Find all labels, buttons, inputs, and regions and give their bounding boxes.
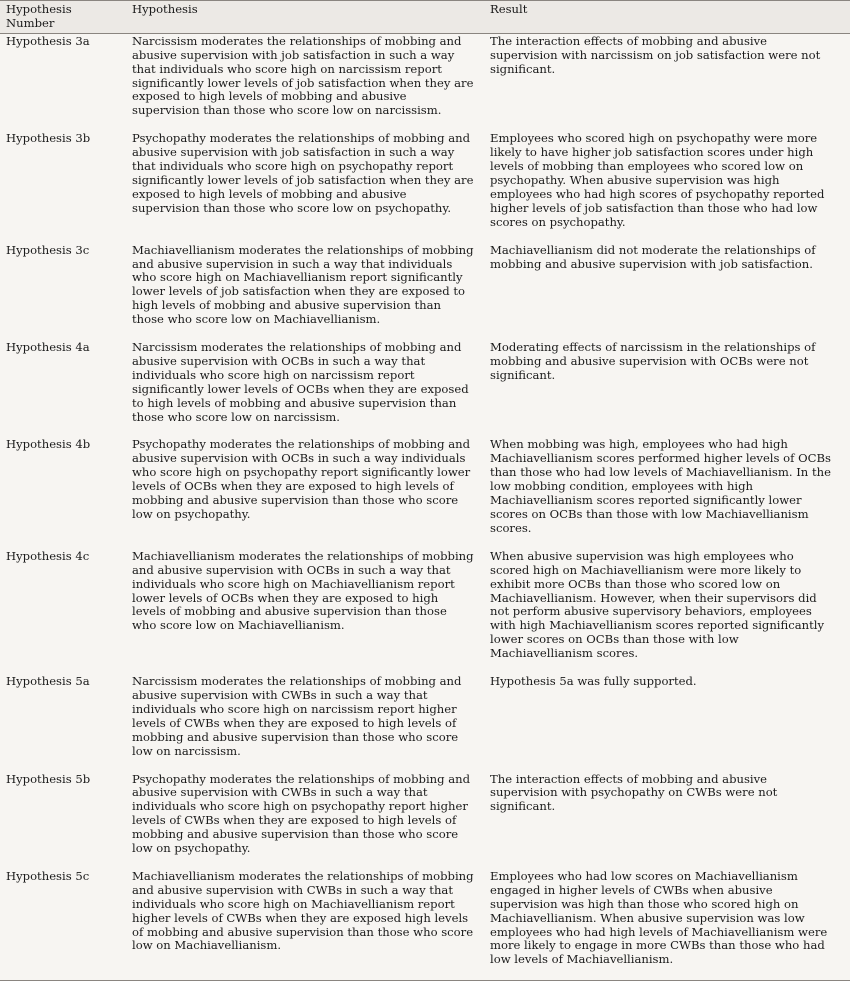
hypothesis-number: Hypothesis 4c <box>6 548 90 563</box>
header-result: Result <box>490 2 528 16</box>
hypothesis-text: Psychopathy moderates the relationships of mobbing and abusive supervision with CWBs in such a way that individuals who score high on psychopathy report higher levels of CWBs when they are exposed to high levels of mobbing and abusive supervision than those who score low on psychopathy. <box>132 771 471 856</box>
hypothesis-text: Narcissism moderates the relationships of mobbing and abusive supervision with CWBs in such a way that individuals who score high on narcissism report higher levels of CWBs when they are exposed to high levels of mobbing and abusive supervision than those who score low on narcissism. <box>132 674 462 758</box>
hypothesis-cell <box>126 549 484 674</box>
result-text: Employees who had low scores on Machiavellianism engaged in higher levels of CWBs when abusive supervision was high than those who scored high on Machiavellianism. When abusive supervision was low employees who had high levels of Machiavellianism were more likely to engage in more CWBs than those who had low levels of Machiavellianism. <box>490 868 828 967</box>
hypothesis-text: Narcissism moderates the relationships of mobbing and abusive supervision with OCBs in such a way that individuals who score high on narcissism report significantly lower levels of OCBs when they are exposed to high levels of mobbing and abusive supervision than those who score low on narcissism. <box>132 340 469 424</box>
hypothesis-cell <box>126 33 484 131</box>
table-header <box>0 1 850 34</box>
result-text: Machiavellianism did not moderate the relationships of mobbing and abusive supervision with job satisfaction. <box>490 242 816 271</box>
hypothesis-cell <box>126 243 484 340</box>
result-cell <box>484 33 850 131</box>
hypothesis-number: Hypothesis 5a <box>6 674 90 689</box>
hypothesis-cell <box>126 674 484 771</box>
result-cell <box>484 131 850 242</box>
result-cell <box>484 869 850 981</box>
hypothesis-text: Psychopathy moderates the relationships of mobbing and abusive supervision with job satisfaction in such a way that individuals who score high on psychopathy report significantly lower levels of job satisfaction when they are exposed to high levels of mobbing and abusive supervision than those who score low on psychopathy. <box>132 131 474 215</box>
hypothesis-number: Hypothesis 5b <box>6 771 91 786</box>
hypothesis-number-cell <box>0 674 126 771</box>
result-text: Employees who scored high on psychopathy were more likely to have higher job satisfaction scores under high levels of mobbing than employees who scored low on psychopathy. When abusive supervision was high employees who had high scores of psychopathy reported higher levels of job satisfaction than those who had low scores on psychopathy. <box>490 131 825 229</box>
hypothesis-text: Machiavellianism moderates the relationships of mobbing and abusive supervision with CWBs in such a way that individuals who score high on Machiavellianism report higher levels of CWBs when they are exposed high levels of mobbing and abusive supervision than those who score low on Machiavellianism. <box>132 868 474 953</box>
result-cell <box>484 674 850 771</box>
result-cell <box>484 772 850 869</box>
hypothesis-number: Hypothesis 3c <box>6 242 90 257</box>
hypothesis-text: Machiavellianism moderates the relationships of mobbing and abusive supervision in such a way that individuals who score high on Machiavellianism report significantly lower levels of job satisfaction when they are exposed to high levels of mobbing and abusive supervision than those who score low on Machiavellianism. <box>132 242 474 327</box>
table-row <box>0 674 850 771</box>
header-row <box>0 1 850 34</box>
result-text: The interaction effects of mobbing and abusive supervision with psychopathy on CWBs were not significant. <box>490 771 778 814</box>
hypothesis-number: Hypothesis 3b <box>6 131 91 146</box>
hypothesis-cell <box>126 869 484 981</box>
hypothesis-number: Hypothesis 4a <box>6 340 90 355</box>
result-cell <box>484 437 850 548</box>
table-row <box>0 869 850 981</box>
table-row <box>0 243 850 340</box>
table-row <box>0 131 850 242</box>
hypothesis-number-cell <box>0 33 126 131</box>
hypothesis-text: Machiavellianism moderates the relationships of mobbing and abusive supervision with OCBs in such a way that individuals who score high on Machiavellianism report lower levels of OCBs when they are exposed to high levels of mobbing and abusive supervision than those who score low on Machiavellianism. <box>132 548 474 633</box>
result-cell <box>484 340 850 437</box>
hypothesis-number-cell <box>0 131 126 242</box>
result-text: The interaction effects of mobbing and abusive supervision with narcissism on job satisfaction were not significant. <box>490 33 821 76</box>
table-row <box>0 549 850 674</box>
header-hypothesis-number: Hypothesis Number <box>6 2 72 30</box>
table-body <box>0 33 850 980</box>
hypothesis-number-cell <box>0 340 126 437</box>
result-cell <box>484 549 850 674</box>
result-text: When mobbing was high, employees who had high Machiavellianism scores performed higher levels of OCBs than those who had low levels of Machiavellianism. In the low mobbing condition, employees with high Machiavellianism scores reported significantly lower scores on OCBs than those with low Machiavellianism scores. <box>490 437 831 535</box>
hypothesis-cell <box>126 340 484 437</box>
hypothesis-number: Hypothesis 4b <box>6 437 91 452</box>
hypothesis-number: Hypothesis 5c <box>6 868 90 883</box>
hypothesis-number-cell <box>0 243 126 340</box>
result-cell <box>484 243 850 340</box>
table-row <box>0 772 850 869</box>
hypothesis-number-cell <box>0 772 126 869</box>
table-row <box>0 33 850 131</box>
result-text: Moderating effects of narcissism in the relationships of mobbing and abusive supervision with OCBs were not significant. <box>490 340 816 382</box>
result-text: Hypothesis 5a was fully supported. <box>490 674 697 689</box>
hypothesis-number-cell <box>0 869 126 981</box>
table-row <box>0 340 850 437</box>
hypothesis-cell <box>126 437 484 548</box>
hypothesis-number: Hypothesis 3a <box>6 33 90 48</box>
hypothesis-cell <box>126 131 484 242</box>
result-text: When abusive supervision was high employees who scored high on Machiavellianism were more likely to exhibit more OCBs than those who scored low on Machiavellianism. However, when their supervisors did not perform abusive supervisory behaviors, employees with high Machiavellianism scores reported significantly lower scores on OCBs than those with low Machiavellianism scores. <box>490 548 825 661</box>
hypothesis-number-cell <box>0 549 126 674</box>
header-hypothesis: Hypothesis <box>132 2 198 16</box>
table-row <box>0 437 850 548</box>
hypothesis-number-cell <box>0 437 126 548</box>
hypothesis-cell <box>126 772 484 869</box>
hypothesis-text: Narcissism moderates the relationships of mobbing and abusive supervision with job satisfaction in such a way that individuals who score high on narcissism report significantly lower levels of job satisfaction when they are exposed to high levels of mobbing and abusive supervision than those who score low on narcissism. <box>132 33 474 118</box>
hypothesis-text: Psychopathy moderates the relationships of mobbing and abusive supervision with OCBs in such a way individuals who score high on psychopathy report significantly lower levels of OCBs when they are exposed to high levels of mobbing and abusive supervision than those who score low on psychopathy. <box>132 437 471 521</box>
